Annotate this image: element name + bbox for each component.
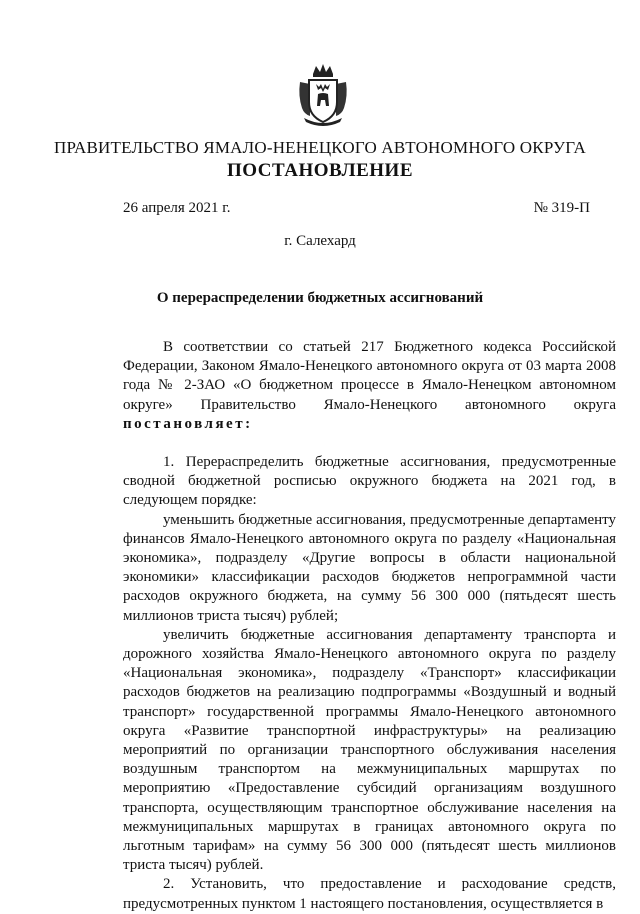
paragraph-decrease: уменьшить бюджетные ассигнования, предусмотренные департаменту финансов Ямало-Ненецкого автономного округа по разделу «Национальная экономика», подразделу «Другие вопросы в области национальной экономики» классификации расходов бюджетов непрограммной части расходов окружного бюджета, на сумму 56 300 000 (пятьдесят шесть миллионов триста тысяч) рублей;: [123, 511, 616, 624]
intro-paragraph: [123, 338, 616, 434]
paragraph-1: 1. Перераспределить бюджетные ассигнования, предусмотренные сводной бюджетной росписью окружного бюджета на 2021 год, в следующем порядке:: [123, 454, 616, 509]
paragraph-2: 2. Установить, что предоставление и расходование средств, предусмотренных пунктом 1 настоящего постановления, осуществляется в: [123, 876, 616, 912]
resolves-word: постановляет:: [123, 415, 253, 432]
document-body: [123, 338, 616, 914]
document-date: 26 апреля 2021 г.: [123, 200, 231, 216]
paragraph-increase: увеличить бюджетные ассигнования департаменту транспорта и дорожного хозяйства Ямало-Ненецкого автономного округа по разделу «Национальная экономика», подразделу «Транспорт» классификации расходов бюджетов на реализацию подпрограммы «Воздушный и водный транспорт» государственной программы Ямало-Ненецкого автономного округа «Развитие транспортной инфраструктуры» на реализацию мероприятий по организации транспортного обслуживания населения воздушным транспортом на межмуниципальных маршрутах по мероприятию «Предоставление субсидий организациям воздушного транспорта, осуществляющим транспортное обслуживание населения на межмуниципальных маршрутах в границах автономного округа по льготным тарифам» на сумму 56 300 000 (пятьдесят шесть миллионов триста тысяч) рублей.: [123, 626, 616, 874]
document-number: № 319-П: [533, 200, 590, 216]
document-title: О перераспределении бюджетных ассигнований: [156, 290, 484, 306]
intro-text: В соответствии со статьей 217 Бюджетного кодекса Российской Федерации, Законом Ямало-Ненецкого автономного округа от 03 марта 2008 года № 2-ЗАО «О бюджетном процессе в Ямало-Ненецком автономном округе» Правительство Ямало-Ненецкого автономного округа: [123, 339, 616, 413]
government-name: ПРАВИТЕЛЬСТВО ЯМАЛО-НЕНЕЦКОГО АВТОНОМНОГО ОКРУГА: [54, 138, 586, 157]
coat-of-arms-icon: [296, 62, 350, 128]
document-city: г. Салехард: [284, 233, 356, 249]
document-type: ПОСТАНОВЛЕНИЕ: [226, 160, 414, 181]
